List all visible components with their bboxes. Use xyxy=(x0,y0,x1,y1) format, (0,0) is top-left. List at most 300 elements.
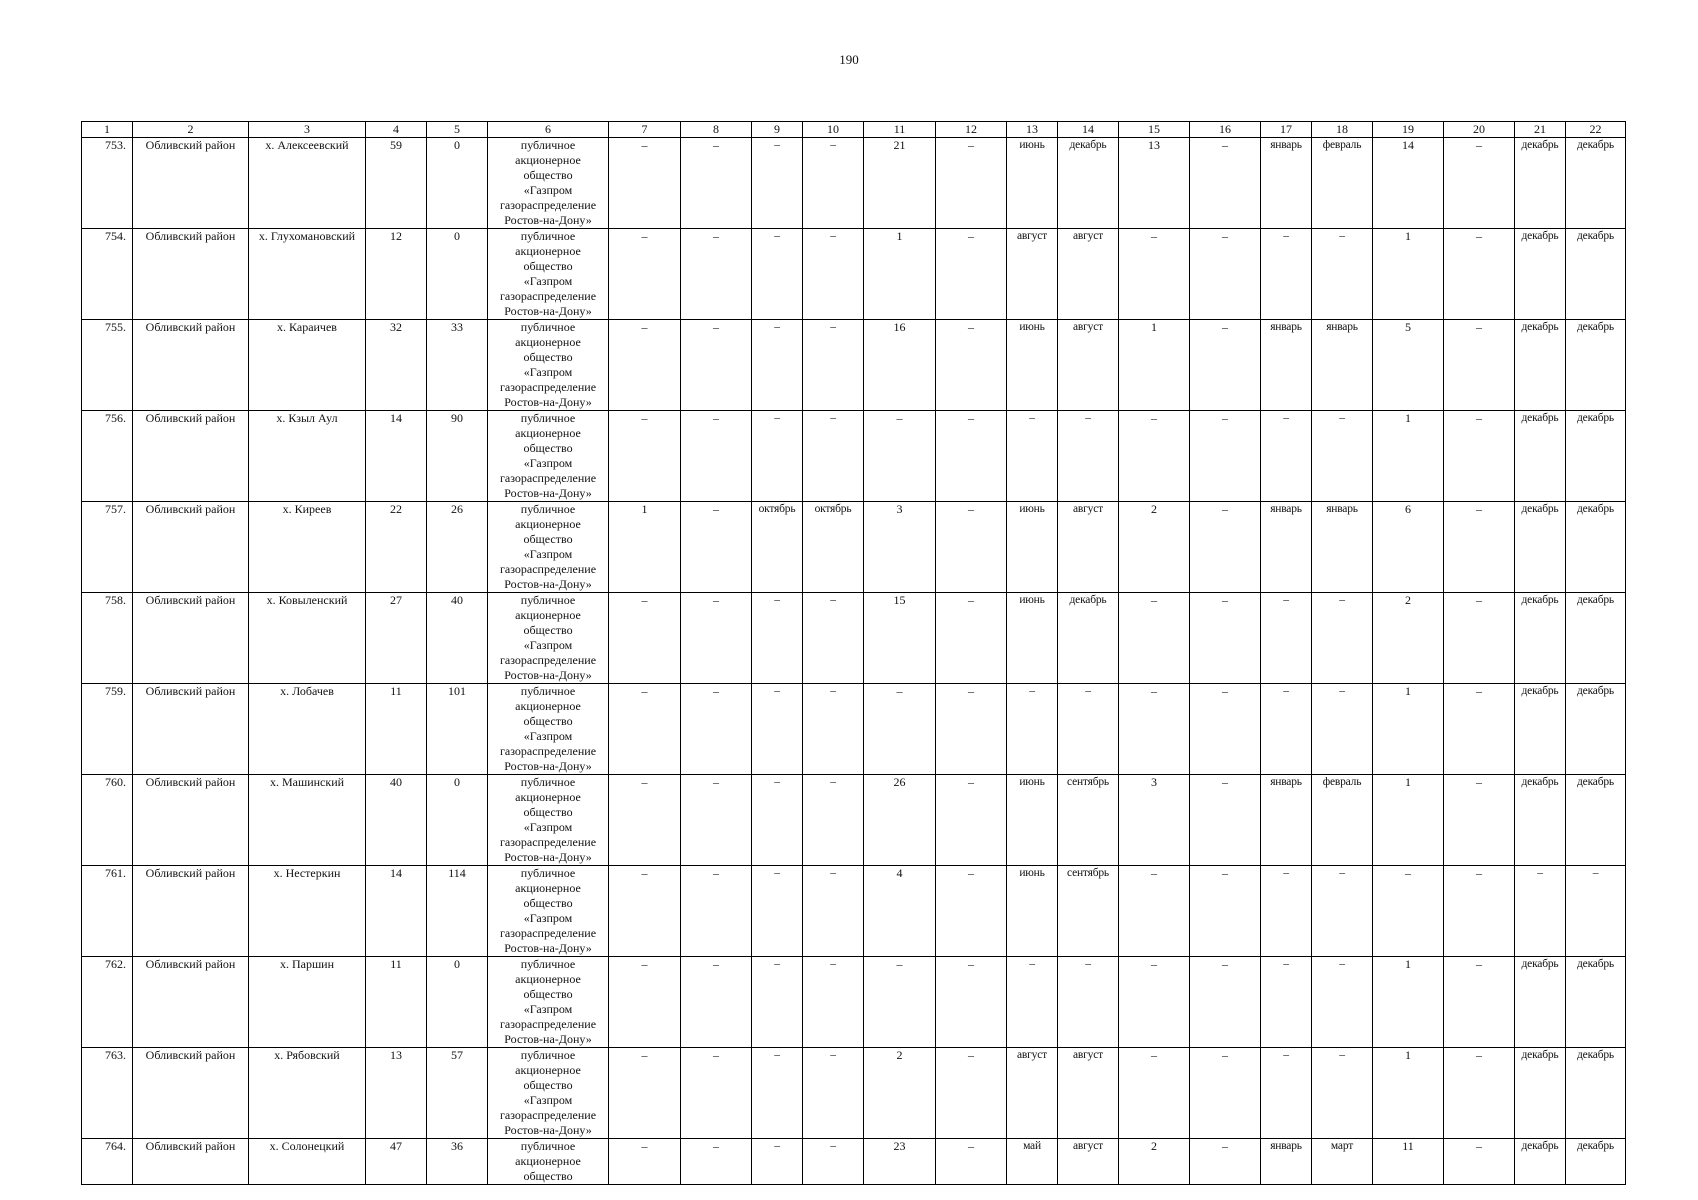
cell-col-8: – xyxy=(681,1139,752,1185)
cell-col-19: 14 xyxy=(1373,138,1444,229)
cell-col-18: – xyxy=(1312,229,1373,320)
settlement-cell: х. Алексеевский xyxy=(249,138,366,229)
organization-line: Ростов-на-Дону» xyxy=(504,213,592,227)
cell-col-4: 11 xyxy=(366,957,427,1048)
column-number-2: 2 xyxy=(133,122,249,138)
cell-col-17: – xyxy=(1261,411,1312,502)
organization-line: «Газпром xyxy=(523,1093,573,1107)
column-number-4: 4 xyxy=(366,122,427,138)
organization-line: общество xyxy=(523,714,573,728)
cell-col-22: декабрь xyxy=(1566,1048,1626,1139)
table-row xyxy=(82,957,1626,1048)
cell-col-17: – xyxy=(1261,866,1312,957)
organization-line: общество xyxy=(523,350,573,364)
cell-col-16: – xyxy=(1190,502,1261,593)
cell-col-9: октябрь xyxy=(752,502,803,593)
cell-col-22: декабрь xyxy=(1566,138,1626,229)
cell-col-20: – xyxy=(1444,593,1515,684)
settlement-cell: х. Лобачев xyxy=(249,684,366,775)
cell-col-20: – xyxy=(1444,1139,1515,1185)
cell-col-10: – xyxy=(803,775,864,866)
organization-line: Ростов-на-Дону» xyxy=(504,1123,592,1137)
cell-col-19: 1 xyxy=(1373,684,1444,775)
table-row xyxy=(82,229,1626,320)
table-row xyxy=(82,775,1626,866)
organization-line: «Газпром xyxy=(523,365,573,379)
cell-col-18: февраль xyxy=(1312,138,1373,229)
cell-col-21: декабрь xyxy=(1515,502,1566,593)
settlement-cell: х. Нестеркин xyxy=(249,866,366,957)
column-number-18: 18 xyxy=(1312,122,1373,138)
cell-col-13: – xyxy=(1007,684,1058,775)
settlement-cell: х. Киреев xyxy=(249,502,366,593)
cell-col-13: – xyxy=(1007,957,1058,1048)
organization-cell xyxy=(488,502,609,593)
cell-col-15: 3 xyxy=(1119,775,1190,866)
cell-col-10: – xyxy=(803,866,864,957)
organization-line: публичное xyxy=(520,775,576,789)
cell-col-21: декабрь xyxy=(1515,1139,1566,1185)
organization-line: Ростов-на-Дону» xyxy=(504,1032,592,1046)
organization-line: общество xyxy=(523,1169,573,1183)
district-cell: Обливский район xyxy=(133,775,249,866)
cell-col-12: – xyxy=(936,775,1007,866)
cell-col-18: февраль xyxy=(1312,775,1373,866)
column-number-8: 8 xyxy=(681,122,752,138)
cell-col-9: – xyxy=(752,684,803,775)
cell-col-22: декабрь xyxy=(1566,684,1626,775)
cell-col-10: – xyxy=(803,593,864,684)
cell-col-5: 114 xyxy=(427,866,488,957)
cell-col-13: июнь xyxy=(1007,138,1058,229)
cell-col-15: – xyxy=(1119,229,1190,320)
cell-col-12: – xyxy=(936,593,1007,684)
cell-col-15: 2 xyxy=(1119,502,1190,593)
cell-col-11: – xyxy=(864,957,936,1048)
organization-line: публичное xyxy=(520,502,576,516)
row-number: 753. xyxy=(82,138,133,229)
cell-col-16: – xyxy=(1190,411,1261,502)
organization-line: акционерное xyxy=(515,1063,581,1077)
organization-line: газораспределение xyxy=(499,835,597,849)
cell-col-7: – xyxy=(609,866,681,957)
cell-col-16: – xyxy=(1190,229,1261,320)
organization-line: Ростов-на-Дону» xyxy=(504,668,592,682)
cell-col-15: – xyxy=(1119,1048,1190,1139)
cell-col-12: – xyxy=(936,684,1007,775)
district-cell: Обливский район xyxy=(133,593,249,684)
cell-col-5: 36 xyxy=(427,1139,488,1185)
cell-col-9: – xyxy=(752,593,803,684)
settlement-cell: х. Машинский xyxy=(249,775,366,866)
cell-col-12: – xyxy=(936,866,1007,957)
organization-line: газораспределение xyxy=(499,380,597,394)
row-number: 754. xyxy=(82,229,133,320)
cell-col-22: декабрь xyxy=(1566,502,1626,593)
organization-cell xyxy=(488,684,609,775)
cell-col-19: 2 xyxy=(1373,593,1444,684)
cell-col-8: – xyxy=(681,684,752,775)
cell-col-11: – xyxy=(864,684,936,775)
organization-line: публичное xyxy=(520,684,576,698)
cell-col-13: июнь xyxy=(1007,502,1058,593)
organization-line: Ростов-на-Дону» xyxy=(504,304,592,318)
cell-col-12: – xyxy=(936,320,1007,411)
cell-col-5: 0 xyxy=(427,138,488,229)
organization-line: публичное xyxy=(520,1048,576,1062)
organization-line: общество xyxy=(523,805,573,819)
cell-col-8: – xyxy=(681,1048,752,1139)
district-cell: Обливский район xyxy=(133,1048,249,1139)
cell-col-21: декабрь xyxy=(1515,684,1566,775)
organization-line: «Газпром xyxy=(523,820,573,834)
cell-col-18: январь xyxy=(1312,502,1373,593)
cell-col-19: 6 xyxy=(1373,502,1444,593)
cell-col-20: – xyxy=(1444,138,1515,229)
cell-col-4: 14 xyxy=(366,866,427,957)
organization-line: акционерное xyxy=(515,881,581,895)
organization-cell xyxy=(488,411,609,502)
cell-col-13: июнь xyxy=(1007,866,1058,957)
column-number-6: 6 xyxy=(488,122,609,138)
organization-cell xyxy=(488,138,609,229)
column-number-17: 17 xyxy=(1261,122,1312,138)
cell-col-4: 12 xyxy=(366,229,427,320)
organization-cell xyxy=(488,1048,609,1139)
cell-col-7: – xyxy=(609,411,681,502)
cell-col-8: – xyxy=(681,320,752,411)
cell-col-18: – xyxy=(1312,684,1373,775)
cell-col-17: – xyxy=(1261,1048,1312,1139)
cell-col-8: – xyxy=(681,775,752,866)
cell-col-12: – xyxy=(936,502,1007,593)
cell-col-22: декабрь xyxy=(1566,593,1626,684)
cell-col-14: август xyxy=(1058,1048,1119,1139)
cell-col-21: декабрь xyxy=(1515,1048,1566,1139)
settlement-cell: х. Караичев xyxy=(249,320,366,411)
cell-col-17: январь xyxy=(1261,320,1312,411)
cell-col-12: – xyxy=(936,229,1007,320)
cell-col-16: – xyxy=(1190,593,1261,684)
district-cell: Обливский район xyxy=(133,229,249,320)
cell-col-17: январь xyxy=(1261,502,1312,593)
organization-line: газораспределение xyxy=(499,562,597,576)
column-number-14: 14 xyxy=(1058,122,1119,138)
organization-line: общество xyxy=(523,441,573,455)
cell-col-19: 1 xyxy=(1373,957,1444,1048)
cell-col-15: – xyxy=(1119,684,1190,775)
district-cell: Обливский район xyxy=(133,411,249,502)
cell-col-21: декабрь xyxy=(1515,957,1566,1048)
district-cell: Обливский район xyxy=(133,866,249,957)
cell-col-9: – xyxy=(752,411,803,502)
cell-col-9: – xyxy=(752,320,803,411)
cell-col-21: декабрь xyxy=(1515,320,1566,411)
cell-col-12: – xyxy=(936,1139,1007,1185)
organization-line: «Газпром xyxy=(523,911,573,925)
cell-col-17: – xyxy=(1261,593,1312,684)
organization-line: акционерное xyxy=(515,153,581,167)
cell-col-14: август xyxy=(1058,502,1119,593)
row-number: 760. xyxy=(82,775,133,866)
cell-col-19: 1 xyxy=(1373,1048,1444,1139)
cell-col-10: октябрь xyxy=(803,502,864,593)
cell-col-14: – xyxy=(1058,684,1119,775)
cell-col-21: декабрь xyxy=(1515,593,1566,684)
organization-line: акционерное xyxy=(515,1154,581,1168)
cell-col-17: – xyxy=(1261,229,1312,320)
organization-line: публичное xyxy=(520,866,576,880)
organization-line: «Газпром xyxy=(523,274,573,288)
cell-col-19: 5 xyxy=(1373,320,1444,411)
table-row xyxy=(82,411,1626,502)
organization-line: акционерное xyxy=(515,608,581,622)
cell-col-10: – xyxy=(803,957,864,1048)
cell-col-5: 26 xyxy=(427,502,488,593)
cell-col-5: 0 xyxy=(427,775,488,866)
cell-col-11: 4 xyxy=(864,866,936,957)
organization-line: газораспределение xyxy=(499,1108,597,1122)
cell-col-7: – xyxy=(609,684,681,775)
organization-line: общество xyxy=(523,896,573,910)
row-number: 763. xyxy=(82,1048,133,1139)
cell-col-20: – xyxy=(1444,775,1515,866)
cell-col-9: – xyxy=(752,775,803,866)
row-number: 757. xyxy=(82,502,133,593)
organization-line: акционерное xyxy=(515,699,581,713)
cell-col-4: 22 xyxy=(366,502,427,593)
cell-col-9: – xyxy=(752,229,803,320)
cell-col-20: – xyxy=(1444,320,1515,411)
cell-col-22: – xyxy=(1566,866,1626,957)
settlements-table xyxy=(81,121,1626,1185)
row-number: 758. xyxy=(82,593,133,684)
cell-col-10: – xyxy=(803,320,864,411)
column-number-9: 9 xyxy=(752,122,803,138)
cell-col-19: 1 xyxy=(1373,411,1444,502)
cell-col-5: 33 xyxy=(427,320,488,411)
cell-col-21: декабрь xyxy=(1515,229,1566,320)
settlement-cell: х. Кзыл Аул xyxy=(249,411,366,502)
cell-col-11: 16 xyxy=(864,320,936,411)
cell-col-22: декабрь xyxy=(1566,957,1626,1048)
settlement-cell: х. Ковыленский xyxy=(249,593,366,684)
organization-line: «Газпром xyxy=(523,456,573,470)
cell-col-15: 1 xyxy=(1119,320,1190,411)
cell-col-13: июнь xyxy=(1007,593,1058,684)
organization-cell xyxy=(488,320,609,411)
column-number-1: 1 xyxy=(82,122,133,138)
cell-col-20: – xyxy=(1444,502,1515,593)
cell-col-5: 40 xyxy=(427,593,488,684)
column-number-3: 3 xyxy=(249,122,366,138)
cell-col-20: – xyxy=(1444,411,1515,502)
cell-col-15: – xyxy=(1119,593,1190,684)
cell-col-4: 47 xyxy=(366,1139,427,1185)
cell-col-16: – xyxy=(1190,684,1261,775)
cell-col-18: – xyxy=(1312,957,1373,1048)
organization-line: газораспределение xyxy=(499,198,597,212)
column-number-21: 21 xyxy=(1515,122,1566,138)
table-row xyxy=(82,1048,1626,1139)
cell-col-11: 3 xyxy=(864,502,936,593)
cell-col-20: – xyxy=(1444,684,1515,775)
cell-col-14: – xyxy=(1058,957,1119,1048)
cell-col-12: – xyxy=(936,957,1007,1048)
table-row xyxy=(82,1139,1626,1185)
organization-line: публичное xyxy=(520,320,576,334)
cell-col-20: – xyxy=(1444,957,1515,1048)
organization-line: акционерное xyxy=(515,972,581,986)
district-cell: Обливский район xyxy=(133,957,249,1048)
settlement-cell: х. Рябовский xyxy=(249,1048,366,1139)
cell-col-13: июнь xyxy=(1007,775,1058,866)
cell-col-15: 2 xyxy=(1119,1139,1190,1185)
cell-col-16: – xyxy=(1190,138,1261,229)
cell-col-9: – xyxy=(752,1139,803,1185)
cell-col-8: – xyxy=(681,229,752,320)
cell-col-16: – xyxy=(1190,775,1261,866)
organization-line: газораспределение xyxy=(499,744,597,758)
cell-col-11: 2 xyxy=(864,1048,936,1139)
organization-line: «Газпром xyxy=(523,183,573,197)
organization-line: «Газпром xyxy=(523,638,573,652)
cell-col-14: сентябрь xyxy=(1058,866,1119,957)
column-number-15: 15 xyxy=(1119,122,1190,138)
organization-line: акционерное xyxy=(515,517,581,531)
column-number-row xyxy=(82,122,1626,138)
cell-col-7: – xyxy=(609,320,681,411)
cell-col-17: – xyxy=(1261,684,1312,775)
row-number: 764. xyxy=(82,1139,133,1185)
cell-col-22: декабрь xyxy=(1566,320,1626,411)
column-number-5: 5 xyxy=(427,122,488,138)
organization-line: акционерное xyxy=(515,335,581,349)
organization-line: Ростов-на-Дону» xyxy=(504,577,592,591)
cell-col-13: – xyxy=(1007,411,1058,502)
cell-col-4: 32 xyxy=(366,320,427,411)
cell-col-8: – xyxy=(681,138,752,229)
cell-col-14: август xyxy=(1058,1139,1119,1185)
row-number: 759. xyxy=(82,684,133,775)
cell-col-5: 101 xyxy=(427,684,488,775)
organization-line: Ростов-на-Дону» xyxy=(504,395,592,409)
table-row xyxy=(82,684,1626,775)
column-number-22: 22 xyxy=(1566,122,1626,138)
district-cell: Обливский район xyxy=(133,502,249,593)
cell-col-21: декабрь xyxy=(1515,411,1566,502)
cell-col-19: 1 xyxy=(1373,229,1444,320)
row-number: 762. xyxy=(82,957,133,1048)
organization-cell xyxy=(488,775,609,866)
cell-col-21: декабрь xyxy=(1515,775,1566,866)
column-number-11: 11 xyxy=(864,122,936,138)
cell-col-11: 1 xyxy=(864,229,936,320)
cell-col-15: 13 xyxy=(1119,138,1190,229)
cell-col-10: – xyxy=(803,138,864,229)
cell-col-19: 1 xyxy=(1373,775,1444,866)
cell-col-18: – xyxy=(1312,1048,1373,1139)
page-number: 190 xyxy=(839,52,859,67)
cell-col-14: – xyxy=(1058,411,1119,502)
row-number: 755. xyxy=(82,320,133,411)
row-number: 761. xyxy=(82,866,133,957)
organization-line: публичное xyxy=(520,957,576,971)
organization-cell xyxy=(488,593,609,684)
cell-col-9: – xyxy=(752,957,803,1048)
cell-col-22: декабрь xyxy=(1566,411,1626,502)
table-body xyxy=(82,138,1626,1185)
organization-line: акционерное xyxy=(515,244,581,258)
cell-col-14: август xyxy=(1058,229,1119,320)
cell-col-18: январь xyxy=(1312,320,1373,411)
column-number-16: 16 xyxy=(1190,122,1261,138)
cell-col-15: – xyxy=(1119,411,1190,502)
cell-col-9: – xyxy=(752,1048,803,1139)
cell-col-16: – xyxy=(1190,957,1261,1048)
cell-col-16: – xyxy=(1190,1048,1261,1139)
cell-col-13: май xyxy=(1007,1139,1058,1185)
settlement-cell: х. Глухомановский xyxy=(249,229,366,320)
organization-line: общество xyxy=(523,532,573,546)
organization-line: газораспределение xyxy=(499,471,597,485)
district-cell: Обливский район xyxy=(133,138,249,229)
cell-col-12: – xyxy=(936,138,1007,229)
table-row xyxy=(82,138,1626,229)
column-number-7: 7 xyxy=(609,122,681,138)
district-cell: Обливский район xyxy=(133,684,249,775)
cell-col-7: 1 xyxy=(609,502,681,593)
cell-col-18: – xyxy=(1312,593,1373,684)
cell-col-11: 15 xyxy=(864,593,936,684)
organization-line: «Газпром xyxy=(523,729,573,743)
cell-col-7: – xyxy=(609,593,681,684)
cell-col-8: – xyxy=(681,502,752,593)
cell-col-19: – xyxy=(1373,866,1444,957)
cell-col-20: – xyxy=(1444,866,1515,957)
cell-col-13: август xyxy=(1007,1048,1058,1139)
organization-line: общество xyxy=(523,1078,573,1092)
cell-col-10: – xyxy=(803,1139,864,1185)
cell-col-17: – xyxy=(1261,957,1312,1048)
cell-col-15: – xyxy=(1119,866,1190,957)
cell-col-18: март xyxy=(1312,1139,1373,1185)
organization-line: акционерное xyxy=(515,790,581,804)
district-cell: Обливский район xyxy=(133,320,249,411)
cell-col-4: 27 xyxy=(366,593,427,684)
organization-line: публичное xyxy=(520,229,576,243)
cell-col-7: – xyxy=(609,229,681,320)
cell-col-9: – xyxy=(752,138,803,229)
organization-line: «Газпром xyxy=(523,547,573,561)
cell-col-10: – xyxy=(803,684,864,775)
cell-col-4: 11 xyxy=(366,684,427,775)
cell-col-5: 0 xyxy=(427,957,488,1048)
column-number-12: 12 xyxy=(936,122,1007,138)
cell-col-5: 90 xyxy=(427,411,488,502)
organization-line: публичное xyxy=(520,138,576,152)
organization-line: общество xyxy=(523,259,573,273)
cell-col-16: – xyxy=(1190,320,1261,411)
table-row xyxy=(82,502,1626,593)
organization-cell xyxy=(488,866,609,957)
organization-line: общество xyxy=(523,623,573,637)
organization-line: публичное xyxy=(520,411,576,425)
settlement-cell: х. Солонецкий xyxy=(249,1139,366,1185)
cell-col-15: – xyxy=(1119,957,1190,1048)
cell-col-7: – xyxy=(609,775,681,866)
cell-col-7: – xyxy=(609,1048,681,1139)
